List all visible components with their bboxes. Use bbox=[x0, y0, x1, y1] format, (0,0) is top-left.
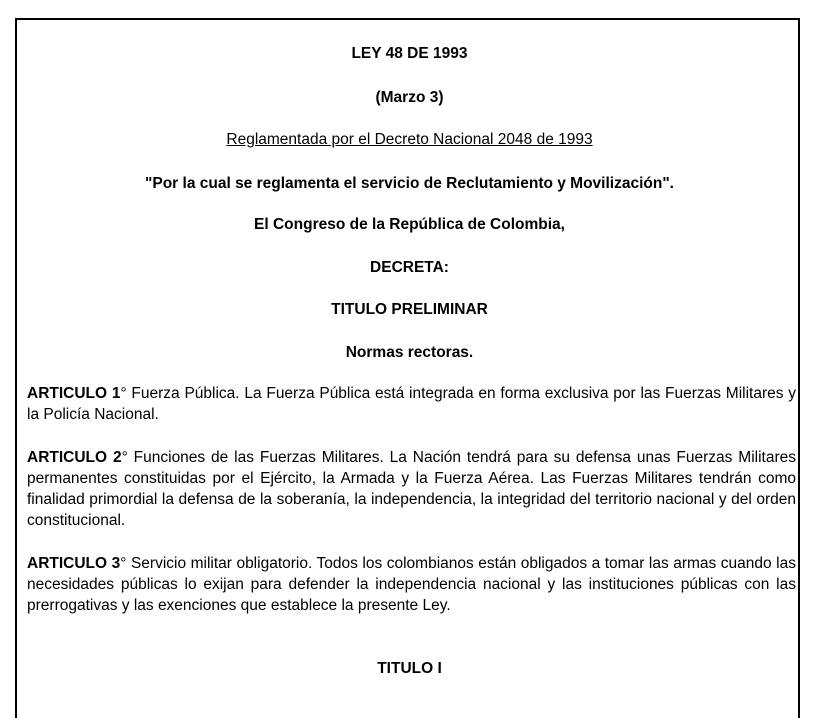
article-3 bbox=[27, 553, 796, 616]
article-degree: ° bbox=[120, 385, 127, 402]
issuer: El Congreso de la República de Colombia, bbox=[254, 216, 565, 233]
article-text: Servicio militar obligatorio. Todos los colombianos están obligados a tomar las armas cuando las necesidades públicas lo exijan para defender la independencia nacional y las instituciones públicas con las prerrogativas y las exenciones que establece la presente Ley. bbox=[27, 555, 796, 614]
law-subject: "Por la cual se reglamenta el servicio de Reclutamiento y Movilización". bbox=[145, 175, 674, 192]
article-text: Fuerza Pública. La Fuerza Pública está integrada en forma exclusiva por las Fuerzas Militares y la Policía Nacional. bbox=[27, 385, 797, 423]
title-one: TITULO I bbox=[377, 660, 442, 677]
law-title: LEY 48 DE 1993 bbox=[351, 45, 468, 62]
law-date: (Marzo 3) bbox=[375, 89, 444, 106]
article-text: Funciones de las Fuerzas Militares. La Nación tendrá para su defensa unas Fuerzas Militares permanentes constituidas por el Ejército, la Armada y la Fuerza Aérea. Las Fuerzas Militares tendrán como finalidad primordial la defensa de la soberanía, la independencia, la integridad del territorio nacional y del orden constitucional. bbox=[27, 449, 796, 529]
article-degree: ° bbox=[120, 555, 127, 572]
article-label: ARTICULO 3 bbox=[27, 555, 121, 572]
article-label: ARTICULO 2 bbox=[27, 449, 122, 466]
article-degree: ° bbox=[121, 449, 128, 466]
decree-heading: DECRETA: bbox=[370, 259, 449, 276]
article-2 bbox=[27, 447, 796, 531]
preliminary-subtitle: Normas rectoras. bbox=[345, 344, 474, 361]
preliminary-title: TITULO PRELIMINAR bbox=[331, 301, 488, 318]
regulation-link[interactable]: Reglamentada por el Decreto Nacional 2048 de 1993 bbox=[226, 131, 593, 148]
article-label: ARTICULO 1 bbox=[27, 385, 121, 402]
article-1 bbox=[27, 383, 796, 425]
